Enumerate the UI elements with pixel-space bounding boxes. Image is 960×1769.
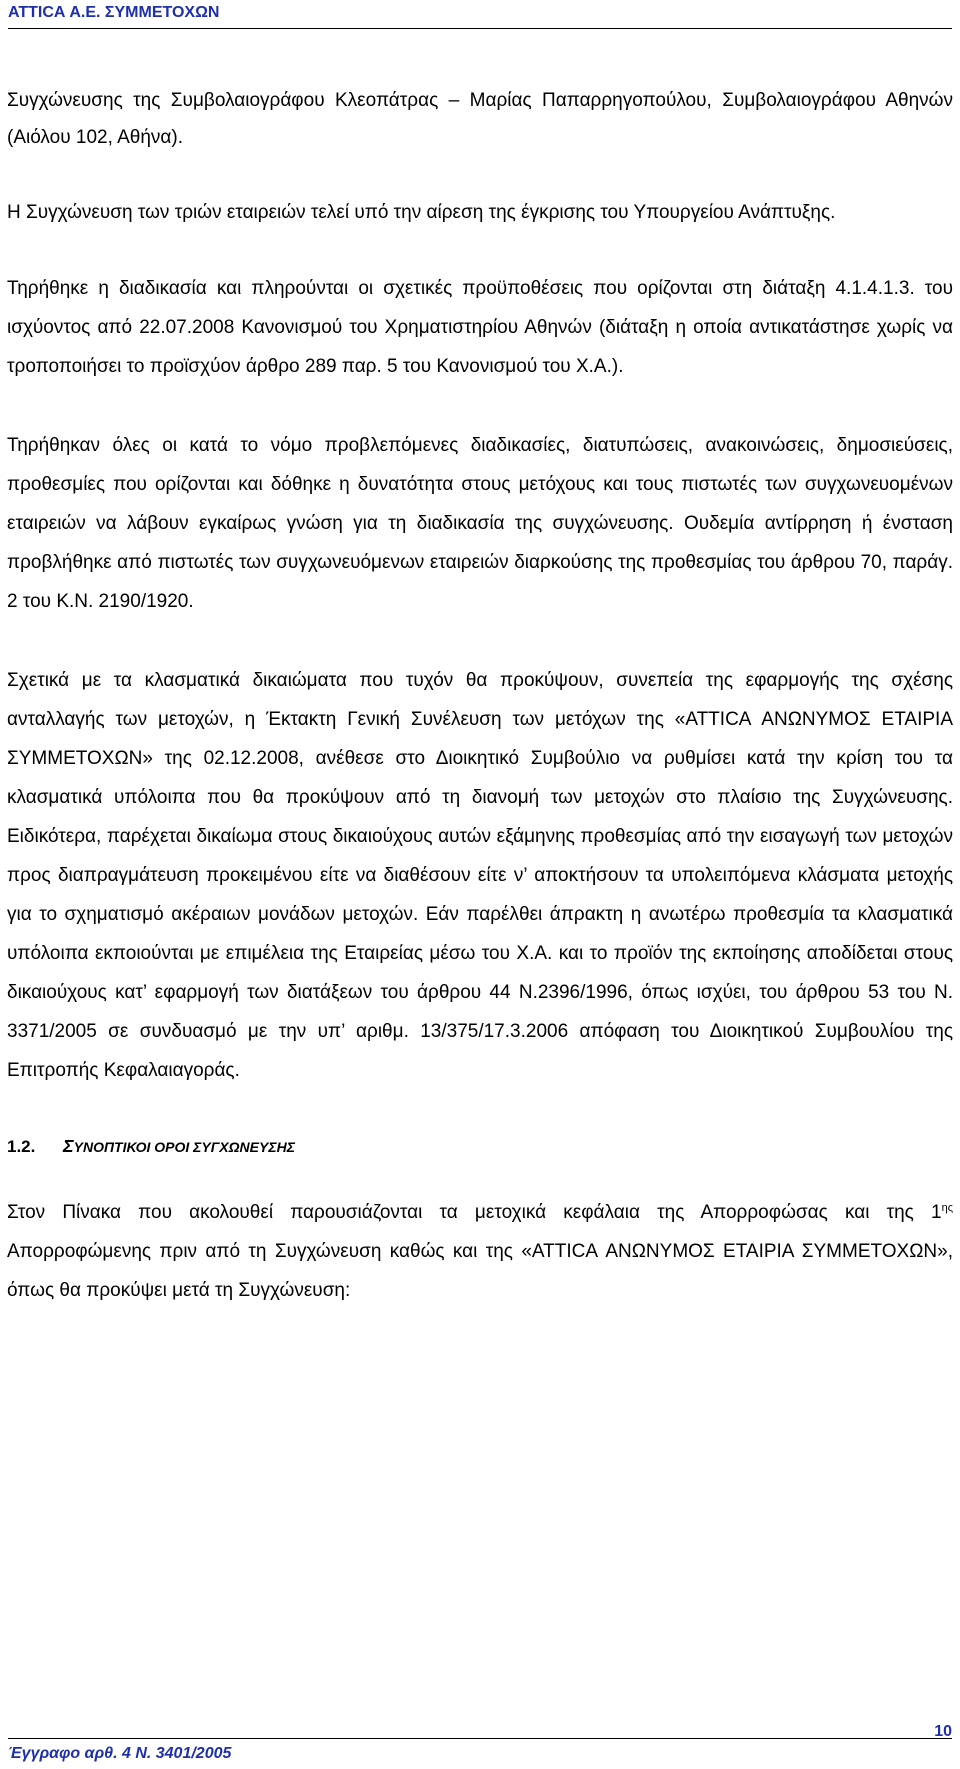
intro-part1: Στον Πίνακα που ακολουθεί παρουσιάζονται τα μετοχικά κεφάλαια της Απορροφώσας και της 1: [7, 1202, 942, 1223]
paragraph-merger-condition: Η Συγχώνευση των τριών εταιρειών τελεί υπό την αίρεση της έγκρισης του Υπουργείου Ανάπτυξης.: [7, 202, 836, 223]
ordinal-superscript: ης: [941, 1202, 953, 1214]
header-title: ATTICA Α.Ε. ΣΥΜΜΕΤΟΧΩΝ: [8, 4, 220, 21]
footer-document-ref: Έγγραφο αρθ. 4 Ν. 3401/2005: [8, 1745, 232, 1762]
page-number: 10: [934, 1723, 952, 1740]
document-body: [7, 82, 953, 1348]
page-header: [8, 0, 952, 29]
page-footer: [8, 1723, 952, 1762]
section-title-initial: Σ: [63, 1136, 74, 1156]
paragraph-regulation: Τηρήθηκε η διαδικασία και πληρούνται οι σχετικές προϋποθέσεις που ορίζονται στη διάταξη 4.1.4.1.3. του ισχύοντος από 22.07.2008 Κανονισμού του Χρηματιστηρίου Αθηνών (διάταξη η οποία αντικατάστησε χωρίς να τροποποιήσει το προϊσχύον άρθρο 289 παρ. 5 του Κανονισμού του Χ.Α.).: [7, 278, 953, 377]
section-title: [63, 1136, 295, 1156]
section-title-rest: ΥΝΟΠΤΙΚΟΙ ΟΡΟΙ ΣΥΓΧΩΝΕΥΣΗΣ: [73, 1139, 295, 1155]
paragraph-fractional-rights: Σχετικά με τα κλασματικά δικαιώματα που τυχόν θα προκύψουν, συνεπεία της εφαρμογής της σχέσης ανταλλαγής των μετοχών, η Έκτακτη Γενική Συνέλευση των μετόχων της «ATTICA ΑΝΩΝΥΜΟΣ ΕΤΑΙΡΙΑ ΣΥΜΜΕΤΟΧΩΝ» της 02.12.2008, ανέθεσε στο Διοικητικό Συμβούλιο να ρυθμίσει κατά την κρίση του τα κλασματικά υπόλοιπα που θα προκύψουν από τη διανομή των μετοχών στο πλαίσιο της Συγχώνευσης. Ειδικότερα, παρέχεται δικαίωμα στους δικαιούχους αυτών εξάμηνης προθεσμίας από την εισαγωγή των μετοχών προς διαπραγμάτευση προκειμένου είτε να διαθέσουν είτε ν’ αποκτήσουν τα υπολειπόμενα κλάσματα μετοχής για το σχηματισμό ακέραιων μονάδων μετοχών. Εάν παρέλθει άπρακτη η ανωτέρω προθεσμία τα κλασματικά υπόλοιπα εκποιούνται με επιμέλεια της Εταιρείας μέσω του Χ.Α. και το προϊόν της εκποίησης αποδίδεται στους δικαιούχους κατ’ εφαρμογή των διατάξεων του άρθρου 44 Ν.2396/1996, όπως ισχύει, του άρθρου 53 του Ν. 3371/2005 σε συνδυασμό με την υπ’ αριθμ. 13/375/17.3.2006 απόφαση του Διοικητικού Συμβουλίου της Επιτροπής Κεφαλαιαγοράς.: [7, 670, 953, 1081]
paragraph-procedures: Τηρήθηκαν όλες οι κατά το νόμο προβλεπόμενες διαδικασίες, διατυπώσεις, ανακοινώσεις, δημοσιεύσεις, προθεσμίες που ορίζονται και δόθηκε η δυνατότητα στους μετόχους και τους πιστωτές των συγχωνευομένων εταιρειών να λάβουν εγκαίρως γνώση για τη διαδικασία της συγχώνευσης. Ουδεμία αντίρρηση ή ένσταση προβλήθηκε από πιστωτές των συγχωνευόμενων εταιρειών διαρκούσης της προθεσμίας του άρθρου 70, παράγ. 2 του Κ.Ν. 2190/1920.: [7, 435, 953, 612]
intro-part2: Απορροφώμενης πριν από τη Συγχώνευση καθώς και της «ATTICA ΑΝΩΝΥΜΟΣ ΕΤΑΙΡΙΑ ΣΥΜΜΕΤΟΧΩΝ», όπως θα προκύψει μετά τη Συγχώνευση:: [7, 1241, 953, 1301]
paragraph-capital-table-intro: [7, 1193, 953, 1310]
section-heading: [7, 1127, 953, 1167]
paragraph-merger-notary: Συγχώνευσης της Συμβολαιογράφου Κλεοπάτρας – Μαρίας Παπαρρηγοπούλου, Συμβολαιογράφου Αθηνών (Αιόλου 102, Αθήνα).: [7, 90, 953, 148]
section-number: 1.2.: [7, 1137, 36, 1156]
